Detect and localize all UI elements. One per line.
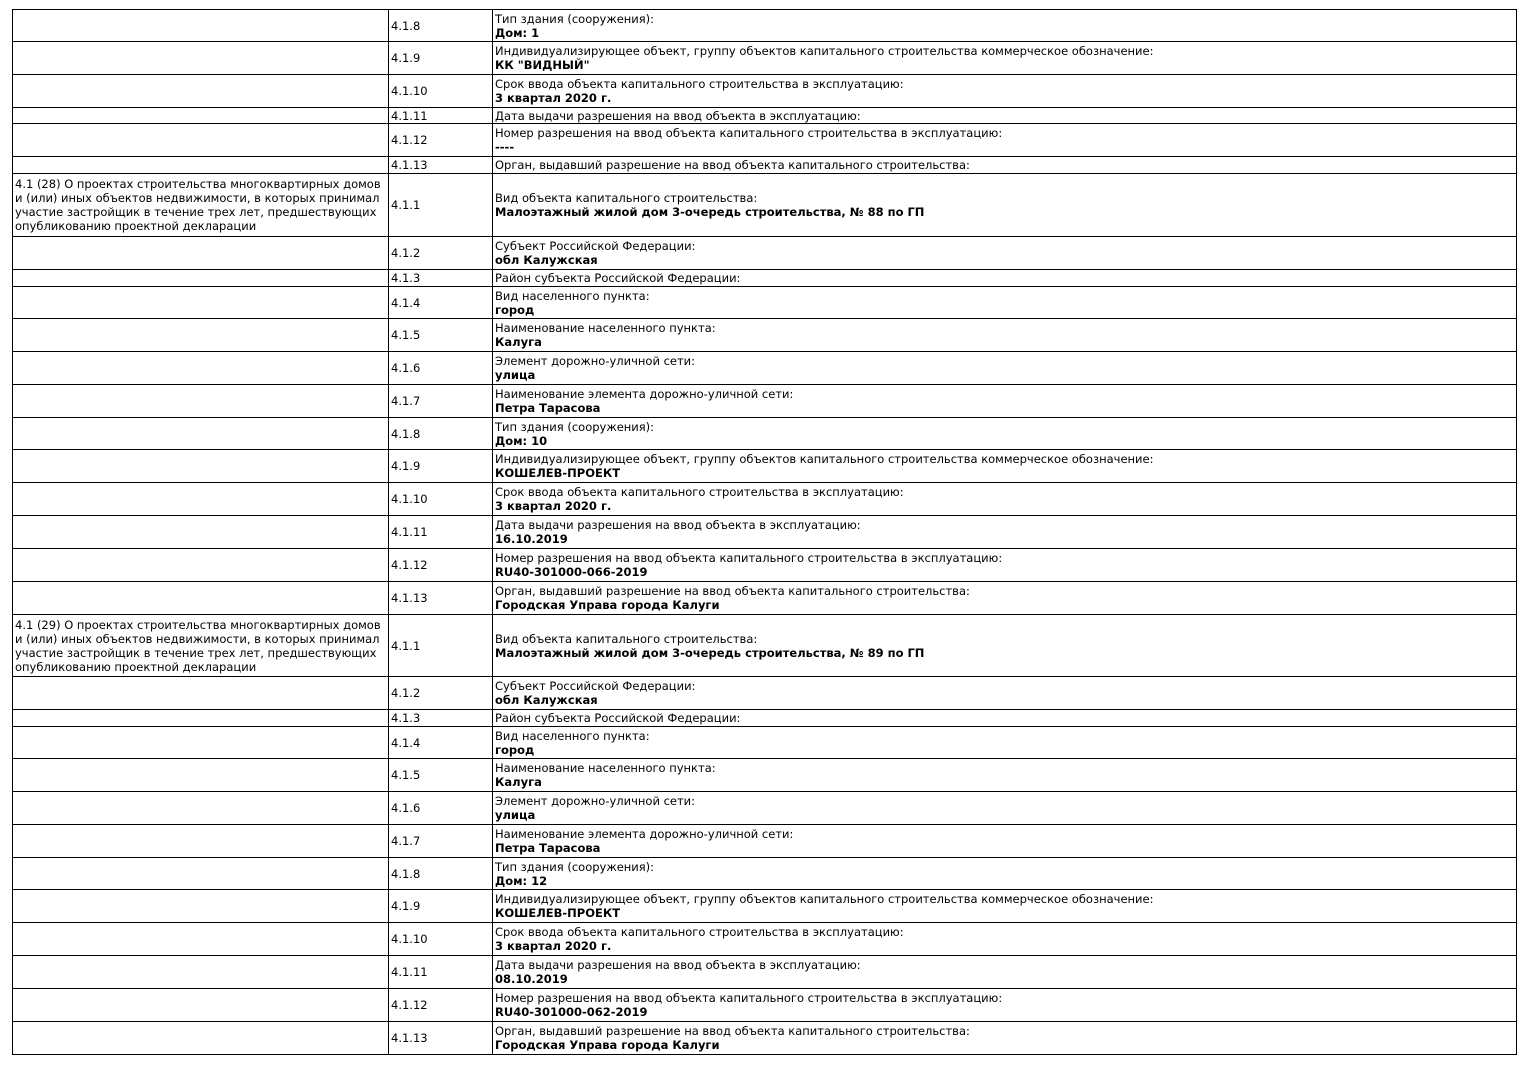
item-code-cell: 4.1.12	[389, 124, 493, 157]
table-row	[13, 483, 1517, 516]
item-label: Номер разрешения на ввод объекта капитального строительства в эксплуатацию:	[495, 991, 1003, 1005]
table-row	[13, 352, 1517, 385]
item-value: город	[495, 742, 535, 757]
item-label: Орган, выдавший разрешение на ввод объекта капитального строительства:	[495, 1024, 970, 1038]
section-cell	[13, 825, 389, 858]
section-cell	[13, 759, 389, 792]
item-code-cell: 4.1.5	[389, 759, 493, 792]
item-code-cell: 4.1.8	[389, 858, 493, 890]
table-row	[13, 385, 1517, 418]
item-code-cell: 4.1.4	[389, 287, 493, 319]
item-content-cell	[493, 759, 1517, 792]
item-value: город	[495, 302, 535, 317]
item-content-cell	[493, 270, 1517, 287]
item-content-cell	[493, 75, 1517, 108]
item-label: Орган, выдавший разрешение на ввод объекта капитального строительства:	[495, 584, 970, 598]
item-code-cell: 4.1.12	[389, 549, 493, 582]
item-content-cell	[493, 287, 1517, 319]
section-cell	[13, 549, 389, 582]
item-label: Тип здания (сооружения):	[495, 11, 655, 26]
section-cell	[13, 10, 389, 42]
item-value: Дом: 10	[495, 433, 548, 448]
item-code-cell: 4.1.13	[389, 1022, 493, 1055]
table-row	[13, 287, 1517, 319]
item-label: Номер разрешения на ввод объекта капитального строительства в эксплуатацию:	[495, 126, 1003, 140]
table-row	[13, 1022, 1517, 1055]
table-row	[13, 450, 1517, 483]
item-content-cell	[493, 727, 1517, 759]
table-row	[13, 270, 1517, 287]
table-row	[13, 677, 1517, 710]
table-row	[13, 956, 1517, 989]
item-label: Наименование элемента дорожно-уличной сети:	[495, 827, 794, 841]
item-content-cell	[493, 42, 1517, 75]
table-row	[13, 582, 1517, 615]
item-value: 3 квартал 2020 г.	[495, 91, 612, 105]
item-content-cell	[493, 890, 1517, 923]
item-label: Дата выдачи разрешения на ввод объекта в эксплуатацию:	[495, 108, 861, 123]
item-code-cell: 4.1.11	[389, 956, 493, 989]
item-content-cell	[493, 108, 1517, 124]
section-cell	[13, 124, 389, 157]
item-value: RU40-301000-066-2019	[495, 565, 648, 579]
item-label: Вид объекта капитального строительства:	[495, 631, 758, 646]
item-content-cell	[493, 385, 1517, 418]
item-label: Срок ввода объекта капитального строительства в эксплуатацию:	[495, 925, 904, 939]
item-content-cell	[493, 792, 1517, 825]
item-value: Городская Управа города Калуги	[495, 1038, 720, 1052]
item-label: Вид населенного пункта:	[495, 728, 650, 743]
item-value: КОШЕЛЕВ-ПРОЕКТ	[495, 466, 621, 480]
item-content-cell	[493, 352, 1517, 385]
section-cell	[13, 352, 389, 385]
item-value: Дом: 12	[495, 873, 548, 888]
section-cell	[13, 418, 389, 450]
item-content-cell	[493, 418, 1517, 450]
table-row	[13, 890, 1517, 923]
item-label: Номер разрешения на ввод объекта капитального строительства в эксплуатацию:	[495, 551, 1003, 565]
item-code-cell: 4.1.8	[389, 418, 493, 450]
item-code-cell: 4.1.11	[389, 516, 493, 549]
declaration-table	[12, 9, 1517, 1055]
table-row	[13, 792, 1517, 825]
item-code-cell: 4.1.9	[389, 42, 493, 75]
section-cell	[13, 582, 389, 615]
item-content-cell	[493, 174, 1517, 237]
table-row	[13, 549, 1517, 582]
section-cell	[13, 727, 389, 759]
item-content-cell	[493, 237, 1517, 270]
item-value: Калуга	[495, 775, 542, 789]
section-cell	[13, 319, 389, 352]
table-row	[13, 759, 1517, 792]
item-value: 3 квартал 2020 г.	[495, 939, 612, 953]
item-value: обл Калужская	[495, 693, 598, 707]
item-label: Индивидуализирующее объект, группу объектов капитального строительства коммерческое обозначение:	[495, 452, 1154, 466]
item-label: Вид объекта капитального строительства:	[495, 191, 758, 205]
item-value: улица	[495, 368, 536, 382]
section-cell	[13, 923, 389, 956]
item-value: Калуга	[495, 335, 542, 349]
section-cell	[13, 989, 389, 1022]
item-code-cell: 4.1.10	[389, 483, 493, 516]
table-row	[13, 124, 1517, 157]
section-cell	[13, 858, 389, 890]
item-value: КК "ВИДНЫЙ"	[495, 58, 590, 72]
section-cell	[13, 956, 389, 989]
item-code-cell: 4.1.1	[389, 174, 493, 237]
section-cell	[13, 450, 389, 483]
table-row	[13, 989, 1517, 1022]
section-cell	[13, 157, 389, 174]
section-cell	[13, 287, 389, 319]
item-label: Район субъекта Российской Федерации:	[495, 271, 741, 285]
table-row	[13, 157, 1517, 174]
item-code-cell: 4.1.13	[389, 582, 493, 615]
item-content-cell	[493, 677, 1517, 710]
section-cell	[13, 792, 389, 825]
item-code-cell: 4.1.8	[389, 10, 493, 42]
section-cell	[13, 385, 389, 418]
table-row	[13, 319, 1517, 352]
table-row	[13, 825, 1517, 858]
item-code-cell: 4.1.13	[389, 157, 493, 174]
item-label: Наименование населенного пункта:	[495, 321, 716, 335]
table-row	[13, 858, 1517, 890]
item-content-cell	[493, 615, 1517, 677]
table-row	[13, 75, 1517, 108]
item-content-cell	[493, 157, 1517, 174]
item-code-cell: 4.1.6	[389, 792, 493, 825]
item-code-cell: 4.1.12	[389, 989, 493, 1022]
item-value: RU40-301000-062-2019	[495, 1005, 648, 1019]
item-label: Орган, выдавший разрешение на ввод объекта капитального строительства:	[495, 158, 970, 172]
item-value: КОШЕЛЕВ-ПРОЕКТ	[495, 906, 621, 920]
item-content-cell	[493, 1022, 1517, 1055]
item-content-cell	[493, 989, 1517, 1022]
item-value: Малоэтажный жилой дом 3-очередь строительства, № 89 по ГП	[495, 645, 925, 660]
item-code-cell: 4.1.11	[389, 108, 493, 124]
item-label: Элемент дорожно-уличной сети:	[495, 354, 696, 368]
section-cell	[13, 237, 389, 270]
table-row	[13, 727, 1517, 759]
item-code-cell: 4.1.5	[389, 319, 493, 352]
item-value: 16.10.2019	[495, 532, 568, 546]
item-label: Субъект Российской Федерации:	[495, 239, 696, 253]
section-cell	[13, 75, 389, 108]
table-row	[13, 42, 1517, 75]
item-label: Индивидуализирующее объект, группу объектов капитального строительства коммерческое обозначение:	[495, 892, 1154, 906]
item-value: Городская Управа города Калуги	[495, 598, 720, 612]
item-content-cell	[493, 923, 1517, 956]
item-value: обл Калужская	[495, 253, 598, 267]
item-content-cell	[493, 124, 1517, 157]
item-content-cell	[493, 483, 1517, 516]
item-content-cell	[493, 825, 1517, 858]
item-content-cell	[493, 956, 1517, 989]
item-value: 3 квартал 2020 г.	[495, 499, 612, 513]
item-label: Район субъекта Российской Федерации:	[495, 711, 741, 725]
item-label: Субъект Российской Федерации:	[495, 679, 696, 693]
section-cell	[13, 42, 389, 75]
item-label: Дата выдачи разрешения на ввод объекта в эксплуатацию:	[495, 518, 861, 532]
item-value: улица	[495, 808, 536, 822]
item-content-cell	[493, 858, 1517, 890]
table-row	[13, 10, 1517, 42]
item-value: ----	[495, 140, 515, 154]
section-cell	[13, 270, 389, 287]
item-code-cell: 4.1.9	[389, 450, 493, 483]
item-label: Наименование элемента дорожно-уличной сети:	[495, 387, 794, 401]
table-row	[13, 174, 1517, 237]
table-row	[13, 516, 1517, 549]
item-value: Петра Тарасова	[495, 401, 601, 415]
item-value: 08.10.2019	[495, 972, 568, 986]
item-code-cell: 4.1.3	[389, 710, 493, 727]
item-label: Тип здания (сооружения):	[495, 859, 655, 874]
item-value: Малоэтажный жилой дом 3-очередь строительства, № 88 по ГП	[495, 205, 925, 219]
item-content-cell	[493, 582, 1517, 615]
table-row	[13, 710, 1517, 727]
item-value: Петра Тарасова	[495, 841, 601, 855]
declaration-table-body	[13, 10, 1517, 1055]
item-code-cell: 4.1.2	[389, 677, 493, 710]
section-cell: 4.1 (28) О проектах строительства многоквартирных домов и (или) иных объектов недвижимости, в которых принимал участие застройщик в течение трех лет, предшествующих опубликованию проектной декларации	[13, 174, 389, 237]
item-code-cell: 4.1.10	[389, 75, 493, 108]
item-code-cell: 4.1.10	[389, 923, 493, 956]
item-code-cell: 4.1.3	[389, 270, 493, 287]
item-code-cell: 4.1.1	[389, 615, 493, 677]
item-code-cell: 4.1.7	[389, 825, 493, 858]
section-cell	[13, 710, 389, 727]
item-content-cell	[493, 10, 1517, 42]
item-label: Индивидуализирующее объект, группу объектов капитального строительства коммерческое обозначение:	[495, 44, 1154, 58]
item-content-cell	[493, 516, 1517, 549]
item-label: Наименование населенного пункта:	[495, 761, 716, 775]
item-content-cell	[493, 549, 1517, 582]
item-code-cell: 4.1.4	[389, 727, 493, 759]
item-label: Тип здания (сооружения):	[495, 419, 655, 434]
item-code-cell: 4.1.7	[389, 385, 493, 418]
item-label: Срок ввода объекта капитального строительства в эксплуатацию:	[495, 77, 904, 91]
table-row	[13, 237, 1517, 270]
item-code-cell: 4.1.9	[389, 890, 493, 923]
item-label: Дата выдачи разрешения на ввод объекта в эксплуатацию:	[495, 958, 861, 972]
item-label: Срок ввода объекта капитального строительства в эксплуатацию:	[495, 485, 904, 499]
table-row	[13, 923, 1517, 956]
item-content-cell	[493, 319, 1517, 352]
section-cell	[13, 1022, 389, 1055]
table-row	[13, 108, 1517, 124]
section-cell: 4.1 (29) О проектах строительства многоквартирных домов и (или) иных объектов недвижимости, в которых принимал участие застройщик в течение трех лет, предшествующих опубликованию проектной декларации	[13, 615, 389, 677]
item-content-cell	[493, 710, 1517, 727]
item-code-cell: 4.1.2	[389, 237, 493, 270]
section-cell	[13, 677, 389, 710]
item-code-cell: 4.1.6	[389, 352, 493, 385]
item-label: Элемент дорожно-уличной сети:	[495, 794, 696, 808]
section-cell	[13, 890, 389, 923]
table-row	[13, 418, 1517, 450]
section-cell	[13, 483, 389, 516]
table-row	[13, 615, 1517, 677]
item-content-cell	[493, 450, 1517, 483]
item-label: Вид населенного пункта:	[495, 288, 650, 303]
section-cell	[13, 108, 389, 124]
section-cell	[13, 516, 389, 549]
item-value: Дом: 1	[495, 25, 540, 40]
